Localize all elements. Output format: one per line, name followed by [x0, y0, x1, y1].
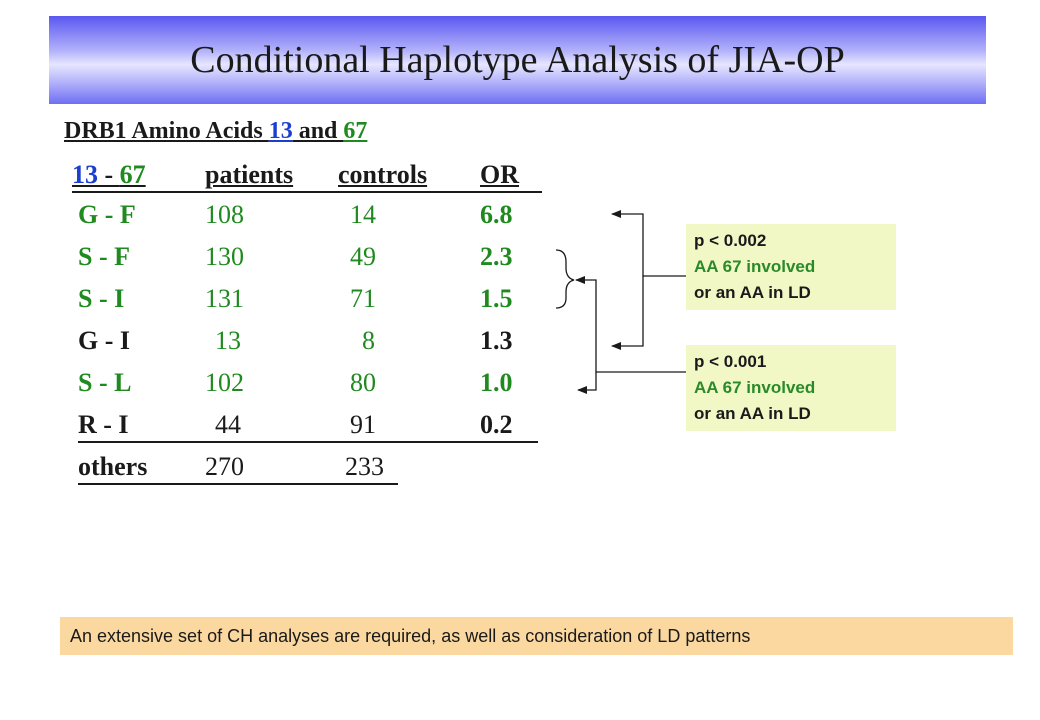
row-controls: 14	[350, 200, 376, 229]
row-haplotype: S - F	[78, 242, 130, 271]
row-patients: 130	[205, 242, 244, 271]
slide-title: Conditional Haplotype Analysis of JIA-OP	[190, 39, 845, 81]
row-patients: 131	[205, 284, 244, 313]
row-patients: 108	[205, 200, 244, 229]
note-pvalue: p < 0.001	[694, 352, 767, 371]
header-dash: -	[98, 160, 120, 189]
subtitle-prefix: DRB1 Amino Acids	[64, 118, 269, 144]
header-or: OR	[480, 160, 519, 189]
brace	[556, 250, 574, 308]
row-controls: 71	[350, 284, 376, 313]
row-or: 0.2	[480, 410, 513, 439]
subtitle-aa67: 67	[343, 118, 368, 144]
header-aa13: 13	[72, 160, 98, 189]
header-aa67: 67	[119, 160, 146, 189]
header-patients: patients	[205, 160, 294, 189]
header-controls: controls	[338, 160, 428, 189]
arrow-line-upper-2	[612, 276, 643, 346]
subtitle-mid: and	[292, 118, 344, 144]
row-controls: 91	[350, 410, 376, 439]
row-controls: 49	[350, 242, 376, 271]
row-controls: 8	[362, 326, 375, 355]
row-or: 1.5	[480, 284, 513, 313]
row-patients: 13	[215, 326, 241, 355]
note-box-upper	[686, 224, 896, 310]
row-patients: 270	[205, 452, 244, 481]
row-haplotype: G - I	[78, 326, 130, 355]
row-haplotype: S - L	[78, 368, 132, 397]
arrow-line-upper	[612, 214, 686, 276]
row-patients: 102	[205, 368, 244, 397]
row-haplotype: G - F	[78, 200, 136, 229]
arrow-line-lower	[576, 280, 686, 372]
footer-note: An extensive set of CH analyses are required, as well as consideration of LD patterns	[60, 617, 1013, 655]
row-haplotype: R - I	[78, 410, 129, 439]
note-pvalue: p < 0.002	[694, 231, 767, 250]
row-or: 2.3	[480, 242, 513, 271]
subtitle-aa13: 13	[268, 118, 293, 144]
note-aa-involved: AA 67 involved	[694, 257, 816, 276]
note-ld: or an AA in LD	[694, 283, 811, 302]
row-controls: 233	[345, 452, 384, 481]
row-patients: 44	[215, 410, 241, 439]
arrow-line-lower-2	[578, 372, 596, 390]
row-or: 6.8	[480, 200, 513, 229]
note-aa-involved: AA 67 involved	[694, 378, 816, 397]
row-or: 1.3	[480, 326, 513, 355]
note-ld: or an AA in LD	[694, 404, 811, 423]
row-haplotype: others	[78, 452, 148, 481]
row-or: 1.0	[480, 368, 513, 397]
row-controls: 80	[350, 368, 376, 397]
note-box-lower	[686, 345, 896, 431]
row-haplotype: S - I	[78, 284, 125, 313]
